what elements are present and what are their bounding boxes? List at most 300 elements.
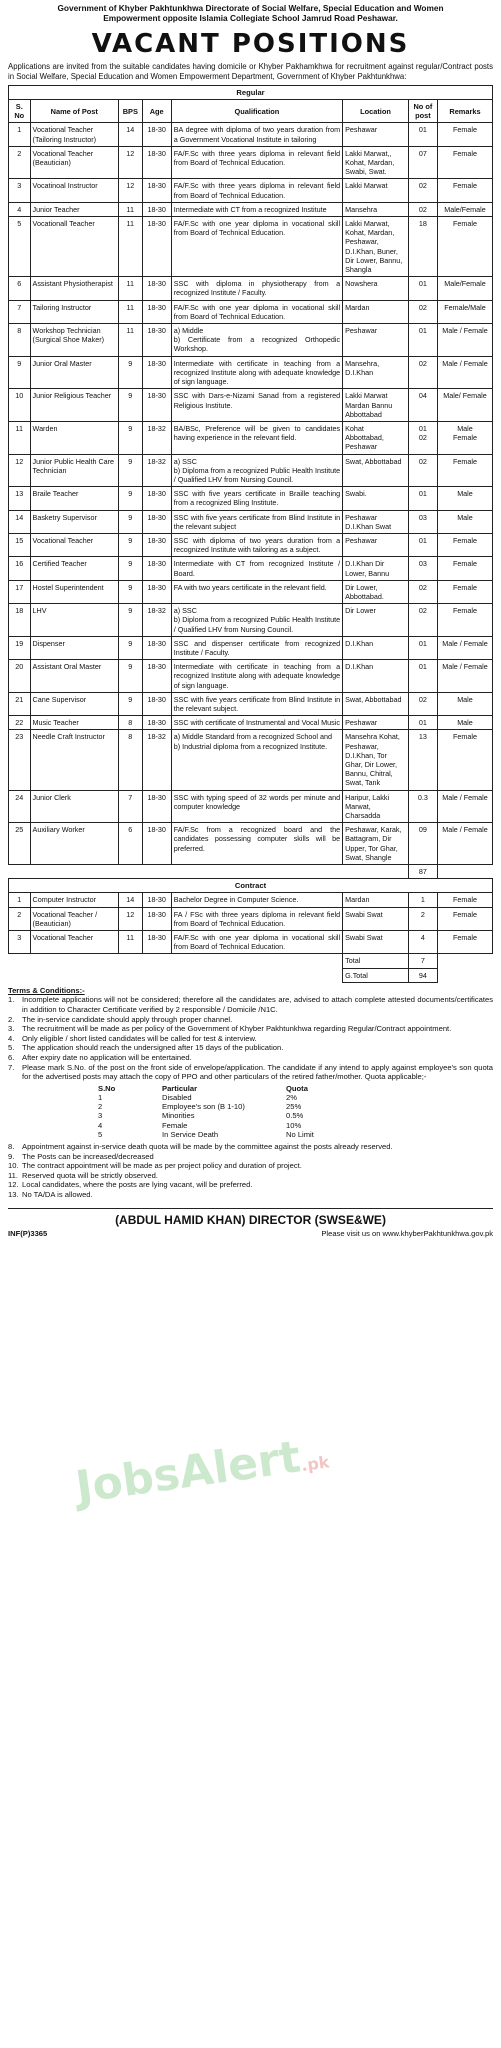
quota-cell-s: 5 <box>98 1129 103 1139</box>
col-location: Location <box>343 100 409 123</box>
cell-location: Mansehra <box>343 202 409 216</box>
cell-bps: 14 <box>118 893 142 907</box>
table-row <box>9 202 493 216</box>
watermark-suffix: .pk <box>299 1452 331 1476</box>
table-row <box>9 454 493 487</box>
cell-qualification: FA / FSc with three years diploma in relevant field from Board of Technical Education. <box>171 907 342 930</box>
cell-post: Braile Teacher <box>30 487 118 510</box>
cell-qualification: SSC with five years certificate in Braille teaching from a recognized Bling Institute. <box>171 487 342 510</box>
table-row <box>9 324 493 357</box>
cell-no-of-post: 02 <box>408 300 437 323</box>
quota-cell-q: 10% <box>286 1120 302 1130</box>
cell-no-of-post: 01 <box>408 533 437 556</box>
cell-age: 18-30 <box>142 893 171 907</box>
cell-age: 18-30 <box>142 202 171 216</box>
col-remarks: Remarks <box>437 100 492 123</box>
quota-table <box>98 1084 318 1139</box>
cell-location: Peshawar <box>343 716 409 730</box>
cell-sno: 20 <box>9 660 31 693</box>
cell-age: 18-30 <box>142 510 171 533</box>
cell-location: Lakki Marwat <box>343 179 409 202</box>
cell-qualification: SSC and dispenser certificate from recognized Institute / Faculty. <box>171 636 342 659</box>
term-item <box>8 1015 493 1025</box>
term-number: 5. <box>8 1043 15 1053</box>
cell-qualification: SSC with Dars-e-Nizami Sanad from a registered Religious Institute. <box>171 389 342 422</box>
cell-post: Auxiliary Worker <box>30 823 118 865</box>
cell-bps: 12 <box>118 179 142 202</box>
cell-no-of-post: 01 <box>408 636 437 659</box>
cell-age: 18-30 <box>142 277 171 300</box>
cell-age: 18-30 <box>142 179 171 202</box>
header-line-1: Government of Khyber Pakhtunkhwa Directorate of Social Welfare, Special Education and Women <box>57 3 444 13</box>
quota-cell-p: In Service Death <box>162 1129 219 1139</box>
cell-bps: 9 <box>118 692 142 715</box>
cell-bps: 9 <box>118 557 142 580</box>
terms-section <box>8 986 493 1200</box>
cell-sno: 5 <box>9 217 31 277</box>
cell-no-of-post: 0.3 <box>408 790 437 823</box>
term-number: 12. <box>8 1180 19 1190</box>
cell-age: 18-30 <box>142 907 171 930</box>
cell-no-of-post: 01 <box>408 123 437 146</box>
cell-age: 18-30 <box>142 389 171 422</box>
term-text: The contract appointment will be made as per project policy and duration of project. <box>22 1161 302 1171</box>
cell-no-of-post: 4 <box>408 931 437 954</box>
cell-bps: 9 <box>118 636 142 659</box>
cell-post: LHV <box>30 604 118 637</box>
cell-age: 18-32 <box>142 421 171 454</box>
cell-age: 18-30 <box>142 146 171 179</box>
cell-sno: 14 <box>9 510 31 533</box>
cell-age: 18-30 <box>142 716 171 730</box>
cell-post: Vocational Teacher (Tailoring Instructor) <box>30 123 118 146</box>
website-link[interactable]: Please visit us on www.khyberPakhtunkhwa.gov.pk <box>321 1228 493 1238</box>
cell-sno: 9 <box>9 356 31 389</box>
term-number: 9. <box>8 1151 15 1161</box>
cell-qualification: Intermediate with CT from recognized Institute / Board. <box>171 557 342 580</box>
cell-sno: 16 <box>9 557 31 580</box>
total-value: 7 <box>408 954 437 968</box>
cell-bps: 12 <box>118 907 142 930</box>
cell-bps: 6 <box>118 823 142 865</box>
cell-sno: 19 <box>9 636 31 659</box>
quota-cell-q: 25% <box>286 1102 302 1112</box>
cell-bps: 11 <box>118 931 142 954</box>
quota-cell-s: 4 <box>98 1120 103 1130</box>
cell-post: Vocational Teacher <box>30 533 118 556</box>
cell-remarks: Male <box>437 487 492 510</box>
cell-bps: 11 <box>118 277 142 300</box>
cell-bps: 8 <box>118 730 142 790</box>
term-item <box>8 1043 493 1053</box>
cell-remarks: Female <box>437 893 492 907</box>
quota-cell-p: Disabled <box>162 1093 192 1102</box>
cell-remarks: Female <box>437 730 492 790</box>
cell-location: Swat, Abbottabad <box>343 454 409 487</box>
cell-location: Mardan <box>343 300 409 323</box>
col-post: Name of Post <box>30 100 118 123</box>
table-row <box>9 487 493 510</box>
quota-cell-q: 2% <box>286 1093 297 1102</box>
cell-no-of-post: 13 <box>408 730 437 790</box>
cell-qualification: Intermediate with certificate in teaching from a recognized Institute along with adequate knowledge of sign language. <box>171 356 342 389</box>
cell-remarks: Female/Male <box>437 300 492 323</box>
cell-location: Mardan <box>343 893 409 907</box>
cell-no-of-post: 01 <box>408 660 437 693</box>
table-row <box>9 660 493 693</box>
table-row <box>9 790 493 823</box>
table-row <box>9 146 493 179</box>
term-text: Please mark S.No. of the post on the front side of envelope/application. The candidate if any intend to apply against employee's son quota for the advertised posts may attach the copy of PPO and other particulars of the retired father/mother. Quota applicable;- <box>22 1062 493 1082</box>
cell-qualification: SSC with diploma of two years duration from a recognized Institute with tailoring as a subject. <box>171 533 342 556</box>
cell-qualification: FA/F.Sc with three years diploma in relevant field from Board of Technical Education. <box>171 146 342 179</box>
quota-row <box>98 1102 318 1111</box>
cell-age: 18-30 <box>142 823 171 865</box>
gtotal-label: G.Total <box>343 968 409 982</box>
cell-no-of-post: 18 <box>408 217 437 277</box>
cell-location: Dir Lower, Abbottabad. <box>343 580 409 603</box>
table-row <box>9 123 493 146</box>
term-text: The in-service candidate should apply through proper channel. <box>22 1014 233 1024</box>
cell-post: Vocational Teacher / (Beautician) <box>30 907 118 930</box>
table-row <box>9 931 493 954</box>
cell-remarks: Female <box>437 580 492 603</box>
term-text: The recruitment will be made as per policy of the Government of Khyber Pakhtunkhwa regarding Regular/Contract appointment. <box>22 1024 452 1034</box>
table-row <box>9 300 493 323</box>
terms-list <box>8 995 493 1081</box>
cell-remarks: Female <box>437 454 492 487</box>
cell-remarks: Male <box>437 510 492 533</box>
cell-remarks: Male / Female <box>437 324 492 357</box>
cell-bps: 11 <box>118 202 142 216</box>
cell-bps: 9 <box>118 389 142 422</box>
cell-bps: 12 <box>118 146 142 179</box>
cell-age: 18-30 <box>142 300 171 323</box>
cell-post: Junior Public Health Care Technician <box>30 454 118 487</box>
col-age: Age <box>142 100 171 123</box>
cell-remarks: Male/ Female <box>437 389 492 422</box>
table-row <box>9 604 493 637</box>
cell-location: Kohat Abbottabad, Peshawar <box>343 421 409 454</box>
term-number: 3. <box>8 1024 15 1034</box>
cell-location: Nowshera <box>343 277 409 300</box>
term-number: 11. <box>8 1170 18 1180</box>
header-line-2: Empowerment opposite Islamia Collegiate School Jamrud Road Peshawar. <box>103 13 398 24</box>
cell-qualification: FA/F.Sc with one year diploma in vocational skill from Board of Technical Education. <box>171 931 342 954</box>
table-row <box>9 217 493 277</box>
terms-title: Terms & Conditions:- <box>8 985 85 995</box>
col-qualification: Qualification <box>171 100 342 123</box>
term-text: Local candidates, where the posts are lying vacant, will be preferred. <box>22 1180 253 1190</box>
term-text: Incomplete applications will not be considered; therefore all the candidates are, advised to attach complete attested documents/certificates in addition to Character Certificate verified by 2 responsible / Domicile /N1C. <box>22 995 493 1015</box>
term-number: 10. <box>8 1161 19 1171</box>
cell-age: 18-30 <box>142 487 171 510</box>
table-row <box>9 823 493 865</box>
cell-bps: 9 <box>118 510 142 533</box>
term-text: No TA/DA is allowed. <box>22 1189 93 1199</box>
cell-qualification: FA/F.Sc from a recognized board and the candidates possessing computer skills will be preferred. <box>171 823 342 865</box>
cell-sno: 13 <box>9 487 31 510</box>
quota-cell-p: Minorities <box>162 1111 195 1121</box>
jobsalert-watermark <box>73 1428 332 1514</box>
cell-age: 18-30 <box>142 217 171 277</box>
cell-post: Vocational Teacher <box>30 931 118 954</box>
cell-age: 18-30 <box>142 636 171 659</box>
regular-section-title: Regular <box>9 85 493 99</box>
term-item <box>8 1171 493 1181</box>
col-sno: S. No <box>9 100 31 123</box>
quota-cell-q: No Limit <box>286 1129 314 1139</box>
cell-post: Vocational Teacher (Beautician) <box>30 146 118 179</box>
cell-remarks: Male/Female <box>437 202 492 216</box>
terms-list-2 <box>8 1142 493 1200</box>
cell-qualification: SSC with five years certificate from Blind Institute in the relevant subject. <box>171 692 342 715</box>
term-item <box>8 1034 493 1044</box>
cell-bps: 11 <box>118 217 142 277</box>
term-item <box>8 1024 493 1034</box>
cell-remarks: Female <box>437 123 492 146</box>
cell-qualification: Intermediate with CT from a recognized Institute <box>171 202 342 216</box>
cell-bps: 7 <box>118 790 142 823</box>
cell-no-of-post: 1 <box>408 893 437 907</box>
cell-location: Swabi Swat <box>343 931 409 954</box>
cell-bps: 9 <box>118 580 142 603</box>
cell-post: Computer Instructor <box>30 893 118 907</box>
regular-total-value: 87 <box>408 865 437 879</box>
gtotal-value: 94 <box>408 968 437 982</box>
term-number: 8. <box>8 1142 15 1152</box>
cell-bps: 11 <box>118 300 142 323</box>
cell-qualification: Bachelor Degree in Computer Science. <box>171 893 342 907</box>
cell-remarks: Female <box>437 146 492 179</box>
cell-age: 18-32 <box>142 604 171 637</box>
quota-cell-s: 2 <box>98 1102 103 1112</box>
term-number: 7. <box>8 1062 15 1072</box>
cell-post: Assistant Oral Master <box>30 660 118 693</box>
term-text: The application should reach the undersigned after 15 days of the publication. <box>22 1043 284 1053</box>
cell-remarks: Female <box>437 557 492 580</box>
cell-qualification: BA/BSc, Preference will be given to candidates having experience in the relevant field. <box>171 421 342 454</box>
regular-total-row <box>9 865 493 879</box>
intro-paragraph: Applications are invited from the suitable candidates having domicile or Khyber Pakhamkhwa for recruitment against regular/Contract posts in Social Welfare, Special Education and Women Empowerment Department, Government of Khyber Pakhtunkhwa: <box>8 61 493 81</box>
cell-no-of-post: 01 <box>408 324 437 357</box>
cell-remarks: Male <box>437 716 492 730</box>
cell-location: D.I.Khan Dir Lower, Bannu <box>343 557 409 580</box>
cell-qualification: SSC with diploma in physiotherapy from a recognized Institute / Faculty. <box>171 277 342 300</box>
cell-age: 18-30 <box>142 123 171 146</box>
col-bps: BPS <box>118 100 142 123</box>
cell-post: Needle Craft Instructor <box>30 730 118 790</box>
cell-no-of-post: 04 <box>408 389 437 422</box>
cell-qualification: SSC with five years certificate from Blind Institute in the relevant subject <box>171 510 342 533</box>
cell-no-of-post: 02 <box>408 692 437 715</box>
cell-sno: 24 <box>9 790 31 823</box>
cell-bps: 9 <box>118 533 142 556</box>
cell-qualification: FA/F.Sc with three years diploma in relevant field from Board of Technical Education. <box>171 179 342 202</box>
cell-remarks: Male / Female <box>437 790 492 823</box>
cell-location: Peshawar <box>343 533 409 556</box>
cell-sno: 4 <box>9 202 31 216</box>
cell-remarks: Female <box>437 604 492 637</box>
cell-qualification: FA/F.Sc with one year diploma in vocational skill from Board of Technical Education. <box>171 300 342 323</box>
cell-location: Peshawar <box>343 123 409 146</box>
cell-age: 18-30 <box>142 557 171 580</box>
table-row <box>9 421 493 454</box>
cell-post: Junior Oral Master <box>30 356 118 389</box>
cell-no-of-post: 01 <box>408 487 437 510</box>
cell-sno: 10 <box>9 389 31 422</box>
grand-total-row <box>9 968 493 982</box>
term-number: 6. <box>8 1053 15 1063</box>
contract-rows <box>9 893 493 954</box>
term-text: Reserved quota will be strictly observed. <box>22 1170 158 1180</box>
contract-total-row <box>9 954 493 968</box>
table-row <box>9 636 493 659</box>
footer-bar <box>8 1229 493 1238</box>
cell-qualification: BA degree with diploma of two years duration from a Government Vocational Institute in tailoring <box>171 123 342 146</box>
cell-no-of-post: 02 <box>408 179 437 202</box>
quota-cell-s: 3 <box>98 1111 103 1121</box>
cell-remarks: Male Female <box>437 421 492 454</box>
cell-no-of-post: 02 <box>408 580 437 603</box>
cell-location: Swabi. <box>343 487 409 510</box>
cell-remarks: Male <box>437 692 492 715</box>
inf-number: INF(P)3365 <box>8 1228 48 1238</box>
term-number: 1. <box>8 995 15 1005</box>
cell-no-of-post: 02 <box>408 202 437 216</box>
cell-sno: 8 <box>9 324 31 357</box>
cell-sno: 18 <box>9 604 31 637</box>
cell-bps: 14 <box>118 123 142 146</box>
term-number: 2. <box>8 1014 15 1024</box>
term-number: 4. <box>8 1033 15 1043</box>
cell-post: Hostel Superintendent <box>30 580 118 603</box>
term-number: 13. <box>8 1189 19 1199</box>
cell-location: D.I.Khan <box>343 636 409 659</box>
cell-bps: 9 <box>118 487 142 510</box>
cell-location: Peshawar <box>343 324 409 357</box>
term-text: Appointment against in-service death quota will be made by the committee against the posts already reserved. <box>22 1142 393 1152</box>
cell-location: Mansehra, D.I.Khan <box>343 356 409 389</box>
term-item <box>8 995 493 1014</box>
cell-sno: 1 <box>9 123 31 146</box>
term-item <box>8 1152 493 1162</box>
cell-qualification: FA with two years certificate in the relevant field. <box>171 580 342 603</box>
cell-sno: 6 <box>9 277 31 300</box>
cell-no-of-post: 03 <box>408 510 437 533</box>
table-row <box>9 730 493 790</box>
term-text: The Posts can be increased/decreased <box>22 1151 154 1161</box>
quota-row <box>98 1111 318 1120</box>
cell-remarks: Female <box>437 907 492 930</box>
cell-remarks: Female <box>437 533 492 556</box>
table-row <box>9 510 493 533</box>
term-text: Only eligible / short listed candidates will be called for test & interview. <box>22 1033 257 1043</box>
cell-sno: 12 <box>9 454 31 487</box>
table-row <box>9 277 493 300</box>
cell-sno: 2 <box>9 146 31 179</box>
cell-bps: 9 <box>118 604 142 637</box>
term-item <box>8 1053 493 1063</box>
cell-bps: 9 <box>118 421 142 454</box>
table-row <box>9 907 493 930</box>
cell-age: 18-30 <box>142 931 171 954</box>
cell-no-of-post: 02 <box>408 454 437 487</box>
cell-age: 18-32 <box>142 454 171 487</box>
cell-remarks: Female <box>437 217 492 277</box>
term-item <box>8 1063 493 1082</box>
table-row <box>9 356 493 389</box>
cell-location: D.I.Khan <box>343 660 409 693</box>
cell-location: Peshawar, Karak, Battagram, Dir Upper, Tor Ghar, Swat, Shangle <box>343 823 409 865</box>
cell-location: Swat, Abbottabad <box>343 692 409 715</box>
cell-post: Junior Clerk <box>30 790 118 823</box>
cell-location: Lakki Marwat, Kohat, Mardan, Peshawar, D.I.Khan, Buner, Dir Lower, Bannu, Shangla <box>343 217 409 277</box>
cell-location: Lakki Marwat Mardan Bannu Abbottabad <box>343 389 409 422</box>
cell-sno: 3 <box>9 931 31 954</box>
cell-no-of-post: 09 <box>408 823 437 865</box>
cell-post: Tailoring Instructor <box>30 300 118 323</box>
quota-row <box>98 1121 318 1130</box>
contract-section-title: Contract <box>9 879 493 893</box>
quota-cell-p: Employee's son (B 1-10) <box>162 1102 245 1112</box>
cell-post: Dispenser <box>30 636 118 659</box>
term-text: After expiry date no application will be entertained. <box>22 1053 192 1063</box>
cell-post: Junior Teacher <box>30 202 118 216</box>
cell-no-of-post: 03 <box>408 557 437 580</box>
cell-sno: 1 <box>9 893 31 907</box>
cell-sno: 25 <box>9 823 31 865</box>
table-row <box>9 692 493 715</box>
table-row <box>9 580 493 603</box>
cell-qualification: a) SSC b) Diploma from a recognized Public Health Institute / Qualified LHV from Nursing Council. <box>171 454 342 487</box>
cell-remarks: Male / Female <box>437 636 492 659</box>
watermark-main: JobsAlert <box>72 1431 304 1514</box>
cell-qualification: Intermediate with certificate in teaching from a recognized Institute along with adequate knowledge of sign language. <box>171 660 342 693</box>
cell-remarks: Male / Female <box>437 356 492 389</box>
quota-col-sno: S.No <box>98 1083 116 1093</box>
cell-post: Vocatinoal Instructor <box>30 179 118 202</box>
cell-no-of-post: 02 <box>408 604 437 637</box>
cell-bps: 11 <box>118 324 142 357</box>
cell-sno: 3 <box>9 179 31 202</box>
cell-location: Haripur, Lakki Marwat, Charsadda <box>343 790 409 823</box>
cell-qualification: a) SSC b) Diploma from a recognized Public Health Institute / Qualified LHV from Nursing Council. <box>171 604 342 637</box>
table-row <box>9 533 493 556</box>
cell-post: Vocationall Teacher <box>30 217 118 277</box>
cell-sno: 15 <box>9 533 31 556</box>
cell-sno: 21 <box>9 692 31 715</box>
cell-sno: 7 <box>9 300 31 323</box>
cell-post: Assistant Physiotherapist <box>30 277 118 300</box>
term-item <box>8 1142 493 1152</box>
total-label: Total <box>343 954 409 968</box>
term-item <box>8 1180 493 1190</box>
cell-age: 18-30 <box>142 356 171 389</box>
cell-post: Warden <box>30 421 118 454</box>
cell-post: Basketry Supervisor <box>30 510 118 533</box>
cell-qualification: FA/F.Sc with one year diploma in vocational skill from Board of Technical Education. <box>171 217 342 277</box>
cell-sno: 22 <box>9 716 31 730</box>
cell-location: Mansehra Kohat, Peshawar, D.I.Khan, Tor Ghar, Dir Lower, Bannu, Chitral, Swat, Tank <box>343 730 409 790</box>
quota-col-particular: Particular <box>162 1083 198 1093</box>
term-item <box>8 1190 493 1200</box>
cell-age: 18-32 <box>142 730 171 790</box>
cell-location: Peshawar D.I.Khan Swat <box>343 510 409 533</box>
cell-bps: 9 <box>118 454 142 487</box>
term-item <box>8 1161 493 1171</box>
cell-no-of-post: 01 <box>408 277 437 300</box>
